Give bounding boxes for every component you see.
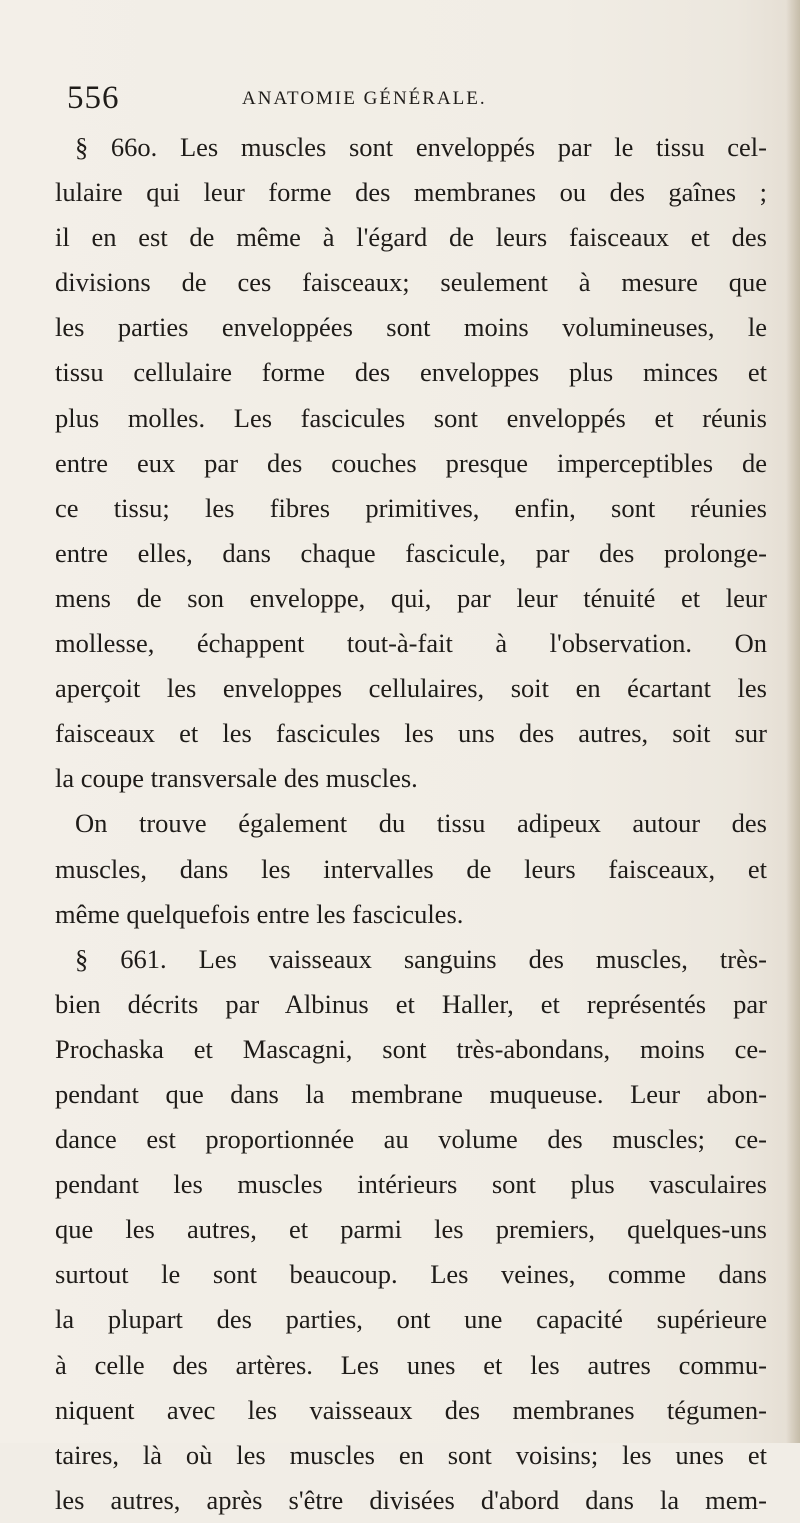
text-line: aperçoit les enveloppes cellulaires, soit en écartant les	[55, 673, 767, 704]
text-line: plus molles. Les fascicules sont enveloppés et réunis	[55, 402, 767, 433]
body-text	[55, 125, 767, 1523]
page-header	[67, 78, 727, 118]
text-line: entre eux par des couches presque imperceptibles de	[55, 447, 767, 478]
text-line: bien décrits par Albinus et Haller, et représentés par	[55, 988, 767, 1019]
text-line: surtout le sont beaucoup. Les veines, comme dans	[55, 1259, 767, 1290]
running-head: ANATOMIE GÉNÉRALE.	[242, 88, 487, 109]
text-line: niquent avec les vaisseaux des membranes tégumen-	[55, 1394, 767, 1425]
text-line: pendant que dans la membrane muqueuse. Leur abon-	[55, 1078, 767, 1109]
text-line: mens de son enveloppe, qui, par leur ténuité et leur	[55, 582, 767, 613]
text-line: tissu cellulaire forme des enveloppes plus minces et	[55, 357, 767, 388]
text-line: ce tissu; les fibres primitives, enfin, sont réunies	[55, 492, 767, 523]
text-line: taires, là où les muscles en sont voisins; les unes et	[55, 1439, 767, 1470]
page-edge-shadow	[786, 0, 800, 1443]
text-line: il en est de même à l'égard de leurs faisceaux et des	[55, 222, 767, 253]
text-line: muscles, dans les intervalles de leurs faisceaux, et	[55, 853, 767, 884]
page-number: 556	[67, 80, 120, 116]
text-line: Prochaska et Mascagni, sont très-abondans, moins ce-	[55, 1033, 767, 1064]
text-line: On trouve également du tissu adipeux autour des	[75, 808, 767, 839]
text-line: les autres, après s'être divisées d'abord dans la mem-	[55, 1484, 767, 1515]
text-line: divisions de ces faisceaux; seulement à mesure que	[55, 267, 767, 298]
text-line: § 661. Les vaisseaux sanguins des muscles, très-	[75, 943, 767, 974]
text-line: les parties enveloppées sont moins volumineuses, le	[55, 312, 767, 343]
text-line: même quelquefois entre les fascicules.	[55, 898, 464, 929]
text-line: entre elles, dans chaque fascicule, par des prolonge-	[55, 537, 767, 568]
text-line: la coupe transversale des muscles.	[55, 763, 418, 794]
text-line: § 66o. Les muscles sont enveloppés par le tissu cel-	[75, 132, 767, 162]
text-line: pendant les muscles intérieurs sont plus vasculaires	[55, 1169, 767, 1200]
text-line: dance est proportionnée au volume des muscles; ce-	[55, 1124, 767, 1155]
text-line: lulaire qui leur forme des membranes ou des gaînes ;	[55, 177, 767, 208]
text-line: mollesse, échappent tout-à-fait à l'observation. On	[55, 628, 767, 659]
text-line: à celle des artères. Les unes et les autres commu-	[55, 1349, 767, 1380]
text-line: la plupart des parties, ont une capacité supérieure	[55, 1304, 767, 1335]
text-line: que les autres, et parmi les premiers, quelques-uns	[55, 1214, 767, 1245]
text-line: faisceaux et les fascicules les uns des autres, soit sur	[55, 718, 767, 749]
